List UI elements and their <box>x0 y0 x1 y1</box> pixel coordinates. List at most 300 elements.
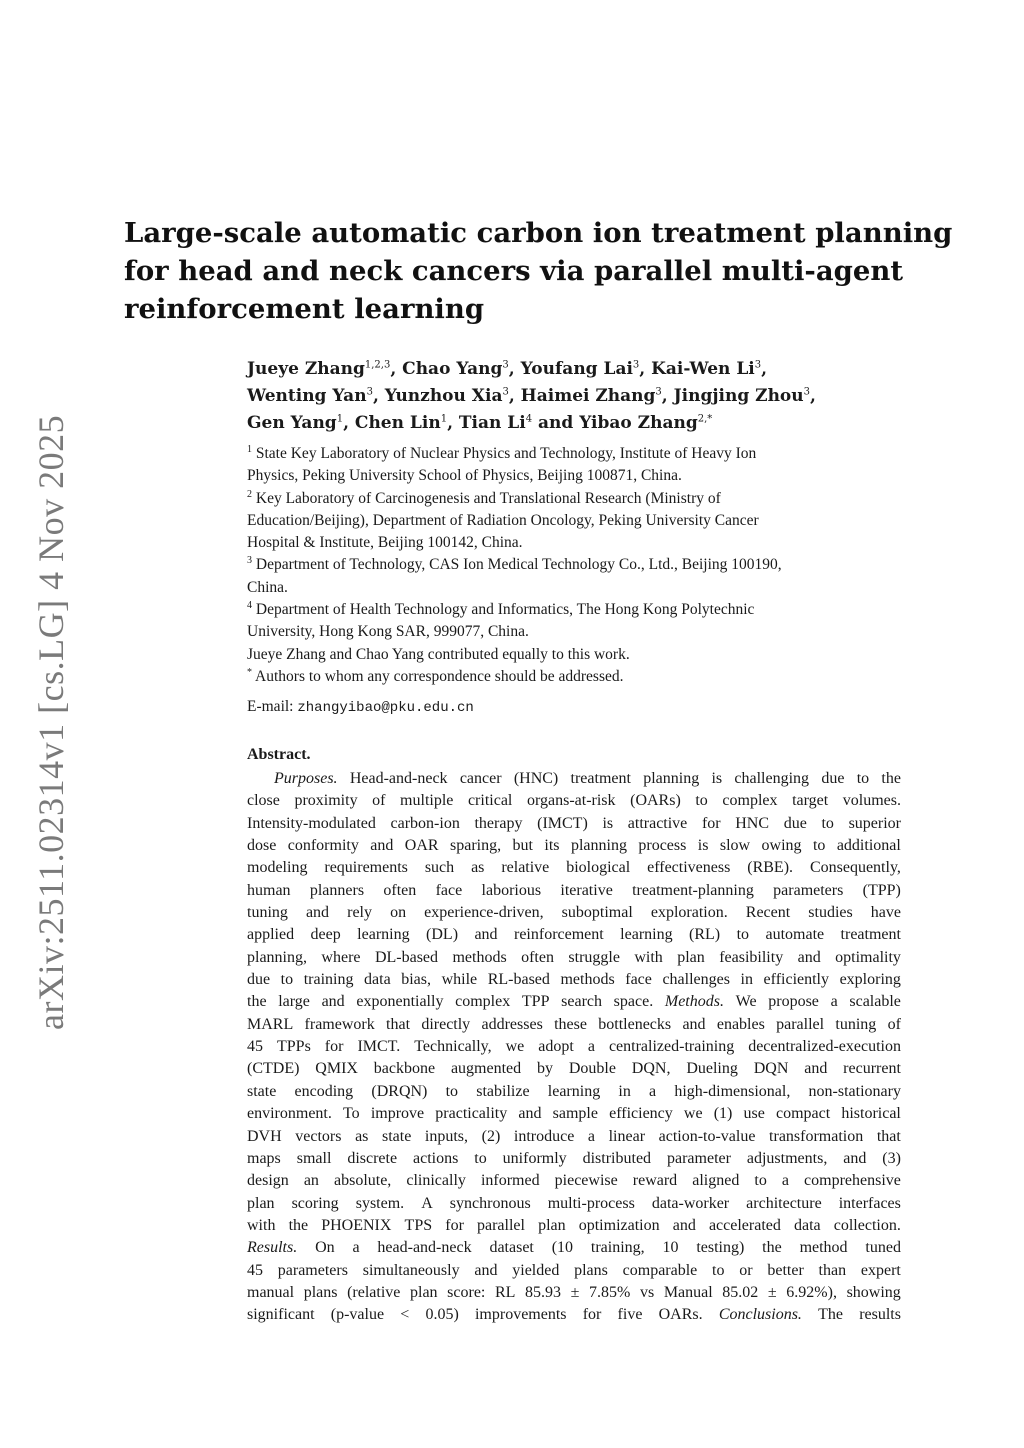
abstract-line <box>247 1014 901 1036</box>
author-affiliation-mark: 1 <box>336 413 344 425</box>
abstract-word: vectors <box>295 1127 342 1145</box>
abstract-word: an <box>303 1172 319 1190</box>
abstract-word: high-dimensional, <box>674 1082 791 1100</box>
author-name: Chen Lin <box>354 413 441 433</box>
abstract-word: for <box>445 1216 464 1234</box>
abstract-word: search <box>561 993 602 1011</box>
abstract-word: is <box>711 770 723 787</box>
abstract-word: a <box>587 1127 595 1145</box>
abstract-word: studies <box>808 904 853 922</box>
arxiv-sidebar-stamp: arXiv:2511.02314v1 [cs.LG] 4 Nov 2025 <box>31 414 71 1030</box>
abstract-word: better <box>767 1261 804 1279</box>
affiliation-line <box>247 510 907 532</box>
abstract-word: MARL <box>247 1015 294 1033</box>
abstract-word: state <box>381 1127 412 1145</box>
abstract-word: accelerated <box>708 1216 781 1234</box>
abstract-word: and <box>843 1149 867 1167</box>
abstract-word: head-and-neck <box>377 1239 472 1257</box>
abstract-line <box>247 1170 901 1192</box>
abstract-word: to <box>280 971 294 989</box>
email-address[interactable]: zhangyibao@pku.edu.cn <box>297 700 474 716</box>
abstract-word: to <box>695 792 708 810</box>
abstract-word: often <box>383 881 417 899</box>
abstract-word: transformation <box>769 1127 864 1145</box>
abstract-word: small <box>296 1149 332 1167</box>
author-affiliation-mark: 1 <box>440 413 448 425</box>
abstract-word: experience-driven, <box>424 904 544 922</box>
abstract-word: we <box>505 1038 525 1056</box>
abstract-word: human <box>247 881 291 899</box>
abstract-line <box>247 1036 901 1058</box>
abstract-word: and <box>321 993 345 1011</box>
author-affiliation-mark: 4 <box>525 413 533 425</box>
abstract-word: laborious <box>481 881 542 899</box>
abstract-word: dataset <box>489 1239 534 1257</box>
abstract-word: significant <box>247 1306 315 1324</box>
abstract-word: learning <box>547 1082 601 1100</box>
abstract-word: efficiently <box>763 971 829 989</box>
abstract-word: encoding <box>294 1082 354 1100</box>
abstract-word: state <box>247 1082 277 1100</box>
abstract-word: plan <box>247 1194 275 1212</box>
abstract-word: reward <box>632 1172 678 1190</box>
abstract-word: efficiency <box>609 1105 673 1123</box>
abstract-word: to <box>812 837 826 855</box>
abstract-word: We <box>735 993 757 1011</box>
abstract-word: Consequently, <box>809 859 901 877</box>
abstract-word: non-stationary <box>808 1082 901 1100</box>
abstract-word: 7.85% <box>589 1283 631 1301</box>
abstract-line <box>247 768 901 790</box>
abstract-word: a <box>830 993 838 1011</box>
abstract-word: requirements <box>324 859 408 877</box>
affiliation-text: Education/Beijing), Department of Radiation Oncology, Peking University Cancer <box>247 511 759 529</box>
abstract-line <box>247 1081 901 1103</box>
abstract-word: RL-based <box>487 971 550 989</box>
abstract-word: effectiveness <box>647 859 731 877</box>
abstract-word: Intensity-modulated <box>247 814 376 832</box>
abstract-word: DQN, <box>631 1060 671 1078</box>
abstract-word: OARs. <box>658 1306 703 1324</box>
abstract-word: complex <box>455 993 511 1011</box>
abstract-word: synchronous <box>449 1194 531 1212</box>
abstract-word: (OARs) <box>630 792 681 810</box>
abstract-word: due <box>821 770 845 787</box>
abstract-word: piecewise <box>554 1172 618 1190</box>
abstract-word: treatment-planning <box>632 881 754 899</box>
abstract-line <box>247 1260 901 1282</box>
abstract-word: methods <box>560 971 615 989</box>
abstract-word: conformity <box>287 837 359 855</box>
abstract-word: tuned <box>865 1239 901 1257</box>
abstract-word: bottlenecks <box>598 1015 672 1033</box>
author-affiliation-mark: 3 <box>502 386 509 398</box>
abstract-line <box>247 813 901 835</box>
abstract-line <box>247 947 901 969</box>
abstract-word: of <box>887 1015 901 1033</box>
abstract-word: vs <box>639 1283 655 1301</box>
abstract-word: addresses <box>481 1015 543 1033</box>
affiliation-text: Hospital & Institute, Beijing 100142, China. <box>247 534 523 552</box>
abstract-word: augmented <box>450 1060 522 1078</box>
abstract-word: (HNC) <box>513 770 559 787</box>
abstract-word: where <box>321 948 361 966</box>
abstract-word: deep <box>310 926 341 944</box>
affiliation-mark: 4 <box>247 599 252 611</box>
abstract-word: parallel <box>776 1015 825 1033</box>
abstract-word: large <box>278 993 310 1011</box>
abstract-word: face <box>625 971 652 989</box>
abstract-word: and <box>797 948 821 966</box>
abstract-word: PHOENIX <box>321 1216 392 1234</box>
author-connector: and <box>538 413 574 433</box>
abstract-word: to <box>856 770 870 787</box>
abstract-word: Double <box>568 1060 616 1078</box>
abstract-word: 85.02 <box>722 1283 759 1301</box>
abstract-word: manual <box>247 1283 295 1301</box>
abstract-word: to <box>712 1261 725 1279</box>
author-name: Youfang Lai <box>520 359 633 379</box>
author-affiliation-mark: 3 <box>754 359 762 371</box>
abstract-word: the <box>762 1239 782 1257</box>
abstract-word: often <box>521 948 554 966</box>
affiliation-text: Department of Health Technology and Informatics, The Hong Kong Polytechnic <box>255 601 755 619</box>
abstract-word: multi-process <box>547 1194 635 1212</box>
abstract-line <box>247 1237 901 1259</box>
abstract-word: RL <box>494 1283 516 1301</box>
affiliation-text: Department of Technology, CAS Ion Medical Technology Co., Ltd., Beijing 100190, <box>255 556 782 574</box>
author-list: Jueye Zhang$^{1,2,3}$, Chao Yang$^3$, Youfang Lai$^3$, Kai-Wen Li$^3$, Wenting Yan$^3$, Yunzhou Xia$^3$, Haimei Zhang$^3$, Jingjing Zhou$^3$, Gen Yang$^1$, Chen Lin$^1$, Tian Li$^4$ and Yibao Zhang$^{2,*}$ <box>247 359 816 433</box>
abstract-word: centralized-training <box>608 1038 735 1056</box>
abstract-word: exponentially <box>356 993 444 1011</box>
title-line: for head and neck cancers via parallel multi-agent <box>124 255 904 287</box>
affiliation-line <box>247 488 907 510</box>
author-affiliation-mark: 2,* <box>697 413 713 425</box>
abstract-word: the <box>288 1216 309 1234</box>
abstract-word: optimization <box>578 1216 660 1234</box>
author-name: Jueye Zhang <box>247 359 365 379</box>
abstract-line <box>247 924 901 946</box>
abstract-word: action-to-value <box>658 1127 756 1145</box>
abstract-word: learning <box>620 926 673 944</box>
abstract-word: methods <box>452 948 507 966</box>
abstract-word: informed <box>480 1172 540 1190</box>
abstract-word: the <box>881 770 901 787</box>
abstract-word: score: <box>447 1283 486 1301</box>
abstract-word: or <box>739 1261 753 1279</box>
abstract-word: is <box>697 837 709 855</box>
abstract-word: 0.05) <box>425 1306 459 1324</box>
abstract-word: aligned <box>692 1172 740 1190</box>
abstract-word: a <box>352 1239 360 1257</box>
equal-contribution-note: Jueye Zhang and Chao Yang contributed equally to this work. <box>247 645 630 663</box>
affiliation-mark: 3 <box>247 555 252 567</box>
abstract-word: method <box>799 1239 848 1257</box>
abstract-word: exploring <box>839 971 901 989</box>
abstract-word: superior <box>848 814 901 832</box>
abstract-word: that <box>386 1015 411 1033</box>
affiliation-line <box>247 599 907 621</box>
email-label: E-mail: <box>247 698 294 715</box>
author-name: Tian Li <box>458 413 526 433</box>
abstract-word: 85.93 <box>525 1283 562 1301</box>
abstract-word: to <box>445 1082 459 1100</box>
abstract-word: IMCT. <box>357 1038 401 1056</box>
abstract-word: parallel <box>477 1216 525 1234</box>
abstract-word: on <box>390 904 407 922</box>
abstract-word: proximity <box>294 792 358 810</box>
abstract-word: training, <box>590 1239 645 1257</box>
author-name: Gen Yang <box>247 413 337 433</box>
abstract-word: for <box>582 1306 602 1324</box>
abstract-word: attractive <box>627 814 688 832</box>
abstract-word: automate <box>765 926 825 944</box>
abstract-word: a <box>649 1082 657 1100</box>
abstract-word: OAR <box>404 837 439 855</box>
abstract-word: architecture <box>746 1194 822 1212</box>
affiliation-line <box>247 554 907 576</box>
abstract-word: treatment <box>570 770 631 787</box>
abstract-word: of <box>372 792 386 810</box>
abstract-word: (DRQN) <box>371 1082 428 1100</box>
abstract-word: design <box>247 1172 289 1190</box>
affiliation-text: China. <box>247 578 288 596</box>
abstract-word: and <box>672 1216 696 1234</box>
abstract-word: treatment <box>840 926 901 944</box>
affiliations <box>247 443 907 688</box>
abstract-word: data <box>364 971 391 989</box>
abstract-word: compact <box>775 1105 831 1123</box>
abstract-line <box>247 835 901 857</box>
abstract-word: exploration. <box>650 904 728 922</box>
abstract-word: recurrent <box>843 1060 901 1078</box>
abstract-word: inputs, <box>424 1127 469 1145</box>
author-affiliation-mark: 3 <box>366 386 373 398</box>
abstract-line <box>247 1126 901 1148</box>
abstract-word: is <box>602 814 614 832</box>
abstract-word: tuning <box>835 1015 877 1033</box>
abstract-word: target <box>792 792 829 810</box>
abstract-word: (IMCT) <box>537 814 588 832</box>
abstract-word: absolute, <box>333 1172 392 1190</box>
abstract-word: feasibility <box>719 948 784 966</box>
abstract-word: multiple <box>400 792 454 810</box>
abstract-word: adopt <box>538 1038 574 1056</box>
abstract-word: a <box>781 1172 789 1190</box>
abstract-word: than <box>818 1261 847 1279</box>
abstract-word: improvements <box>474 1306 567 1324</box>
abstract-word: ± <box>767 1283 777 1301</box>
abstract-word: biological <box>566 859 631 877</box>
abstract-word: and <box>474 926 498 944</box>
abstract-word: DL-based <box>374 948 439 966</box>
author-name: Wenting Yan <box>247 386 367 406</box>
abstract-word: to <box>736 926 750 944</box>
correspondence-text: Authors to whom any correspondence should be addressed. <box>255 667 624 685</box>
abstract-word: directly <box>421 1015 471 1033</box>
correspondence-mark: * <box>247 666 252 678</box>
abstract-word: planning <box>643 770 700 787</box>
abstract-word: testing) <box>696 1239 745 1257</box>
abstract-word: plan <box>538 1216 566 1234</box>
abstract-word: (1) <box>713 1105 733 1123</box>
abstract-word: parameters <box>773 881 844 899</box>
abstract-word: Recent <box>745 904 791 922</box>
abstract-word: that <box>876 1127 901 1145</box>
abstract-word: parameter <box>666 1149 731 1167</box>
abstract-word: Technically, <box>414 1038 492 1056</box>
abstract-word: Head-and-neck <box>349 770 448 787</box>
abstract-word: with <box>247 1216 276 1234</box>
abstract-word: critical <box>467 792 513 810</box>
abstract-word: On <box>315 1239 335 1257</box>
abstract-word: (relative <box>347 1283 401 1301</box>
abstract-word: data <box>793 1216 821 1234</box>
abstract-word: its <box>544 837 560 855</box>
abstract-word: comparable <box>622 1261 698 1279</box>
abstract-word: TPPs <box>277 1038 311 1056</box>
abstract-body <box>247 768 901 1327</box>
abstract-word: distributed <box>582 1149 652 1167</box>
abstract-word: Manual <box>663 1283 713 1301</box>
affiliation-text: University, Hong Kong SAR, 999077, China. <box>247 623 529 641</box>
abstract-heading: Abstract. <box>247 746 311 763</box>
abstract-word: such <box>424 859 455 877</box>
abstract-word: To <box>343 1105 360 1123</box>
abstract-word: suboptimal <box>561 904 633 922</box>
abstract-word: to <box>754 1172 767 1190</box>
title-line: Large-scale automatic carbon ion treatment planning <box>124 217 953 249</box>
abstract-word: ± <box>570 1283 580 1301</box>
abstract-word: uniformly <box>502 1149 567 1167</box>
abstract-word: linear <box>608 1127 646 1145</box>
abstract-word: to <box>474 1149 487 1167</box>
abstract-line <box>247 880 901 902</box>
abstract-word: (10 <box>551 1239 574 1257</box>
abstract-word: 45 <box>247 1261 263 1279</box>
abstract-word: Conclusions. <box>718 1306 802 1324</box>
abstract-line <box>247 1282 901 1304</box>
correspondence-note <box>247 666 907 688</box>
abstract-word: have <box>870 904 901 922</box>
abstract-word: introduce <box>513 1127 575 1145</box>
abstract-word: (TPP) <box>862 881 901 899</box>
abstract-word: as <box>471 859 485 877</box>
author-affiliation-mark: 1,2,3 <box>364 359 391 371</box>
abstract-word: sample <box>552 1105 598 1123</box>
abstract-word: (RL) <box>689 926 721 944</box>
paper-title <box>124 214 953 328</box>
abstract-word: and <box>682 1015 706 1033</box>
abstract-word: decentralized-execution <box>748 1038 901 1056</box>
abstract-word: (2) <box>481 1127 501 1145</box>
author-name: Kai-Wen Li <box>651 359 755 379</box>
abstract-word: parameters <box>277 1261 348 1279</box>
abstract-word: (3) <box>882 1149 901 1167</box>
abstract-word: process <box>638 837 687 855</box>
abstract-word: planning, <box>247 948 307 966</box>
abstract-word: A <box>421 1194 433 1212</box>
abstract-word: and <box>370 837 394 855</box>
abstract-word: for <box>701 814 721 832</box>
affiliation-line <box>247 465 907 487</box>
abstract-word: simultaneously <box>362 1261 460 1279</box>
abstract-word: showing <box>846 1283 901 1301</box>
abstract-word: TPS <box>404 1216 433 1234</box>
abstract-word: the <box>247 993 267 1011</box>
abstract-word: historical <box>841 1105 901 1123</box>
abstract-line <box>247 902 901 924</box>
abstract-word: (RBE). <box>747 859 794 877</box>
abstract-word: actions <box>413 1149 459 1167</box>
abstract-word: face <box>435 881 463 899</box>
abstract-word: training <box>303 971 354 989</box>
affiliation-text: State Key Laboratory of Nuclear Physics and Technology, Institute of Heavy Ion <box>255 445 757 462</box>
abstract-word: five <box>617 1306 643 1324</box>
abstract-word: backbone <box>373 1060 436 1078</box>
abstract-word: by <box>537 1060 553 1078</box>
abstract-line <box>247 991 901 1013</box>
abstract-word: planning <box>570 837 627 855</box>
abstract-word: bias, <box>401 971 432 989</box>
abstract-word: and <box>518 1105 542 1123</box>
abstract-word: plan <box>410 1283 438 1301</box>
abstract-word: enables <box>716 1015 765 1033</box>
abstract-line <box>247 1215 901 1237</box>
abstract-word: Dueling <box>686 1060 738 1078</box>
abstract-word: to <box>821 814 834 832</box>
abstract-word: additional <box>836 837 901 855</box>
abstract-word: discrete <box>347 1149 398 1167</box>
abstract-word: volumes. <box>842 792 901 810</box>
abstract-word: optimality <box>835 948 901 966</box>
abstract-word: use <box>743 1105 765 1123</box>
abstract-word: plans <box>574 1261 608 1279</box>
abstract-word: carbon-ion <box>390 814 460 832</box>
abstract-word: scalable <box>849 993 901 1011</box>
abstract-word: Results. <box>247 1239 298 1257</box>
abstract-word: sparing, <box>450 837 502 855</box>
author-affiliation-mark: 3 <box>655 386 662 398</box>
abstract-word: close <box>247 792 280 810</box>
abstract-line <box>247 969 901 991</box>
abstract-word: these <box>554 1015 587 1033</box>
affiliation-line <box>247 621 907 643</box>
abstract-word: and <box>474 1261 498 1279</box>
author-name: Yunzhou Xia <box>384 386 503 406</box>
abstract-word: a <box>587 1038 595 1056</box>
abstract-word: plans <box>303 1283 338 1301</box>
abstract-word: adjustments, <box>746 1149 828 1167</box>
abstract-word: (DL) <box>426 926 459 944</box>
abstract-word: due <box>247 971 271 989</box>
abstract-word: < <box>400 1306 410 1324</box>
abstract-line <box>247 857 901 879</box>
abstract-word: improve <box>370 1105 425 1123</box>
abstract-word: data-worker <box>651 1194 730 1212</box>
affiliation-mark: 2 <box>247 488 252 500</box>
abstract-word: but <box>512 837 533 855</box>
abstract-word: 45 <box>247 1038 263 1056</box>
abstract-word: system. <box>355 1194 405 1212</box>
abstract-line <box>247 1193 901 1215</box>
abstract-word: (CTDE) <box>247 1060 300 1078</box>
abstract-word: complex <box>722 792 778 810</box>
abstract-word: relative <box>501 859 550 877</box>
abstract-word: stabilize <box>476 1082 530 1100</box>
abstract-word: space. <box>613 993 654 1011</box>
abstract-line <box>247 1103 901 1125</box>
